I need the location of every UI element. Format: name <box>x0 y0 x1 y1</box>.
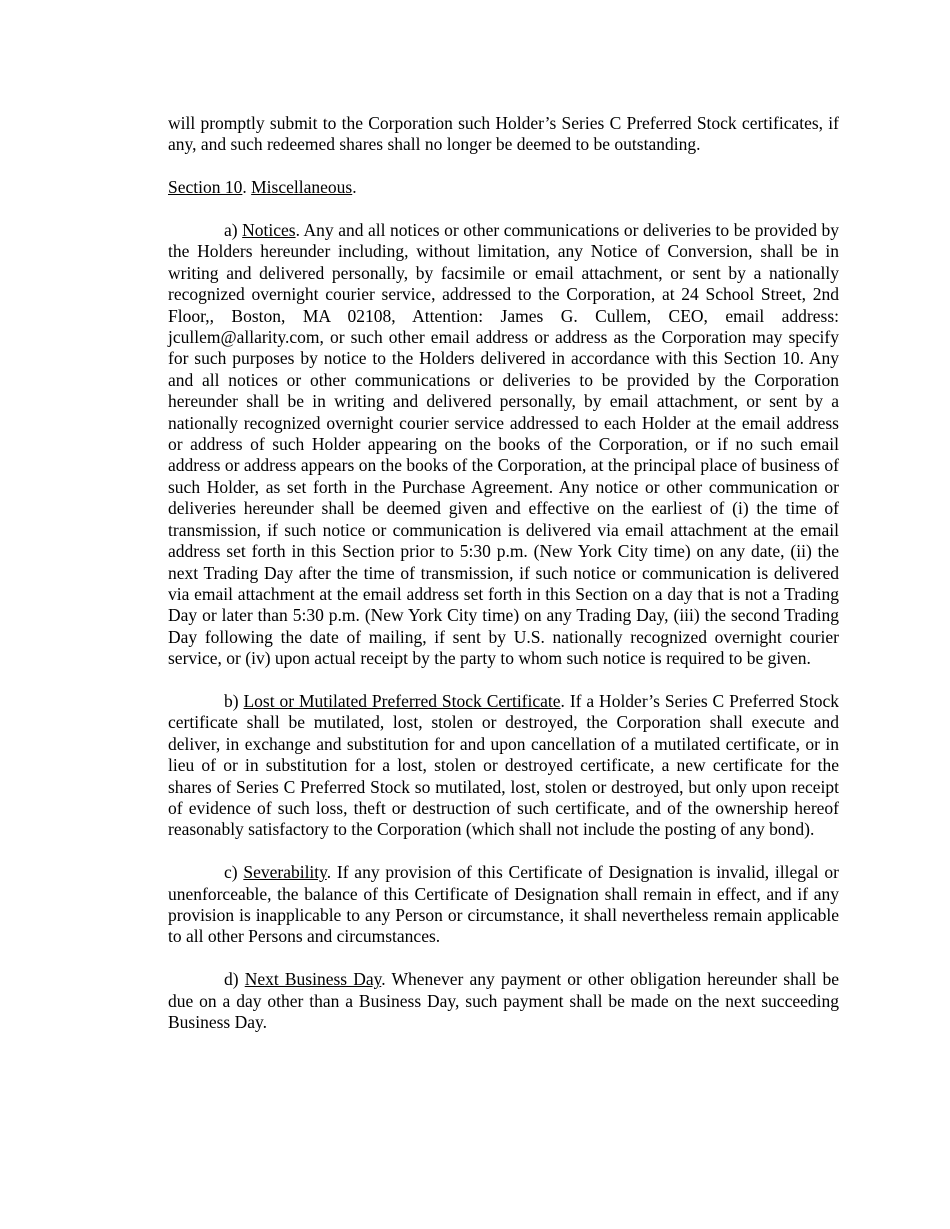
document-page <box>168 113 839 1033</box>
subsection-prefix: a) <box>224 220 243 240</box>
subsection-prefix: d) <box>224 969 245 990</box>
intro-paragraph <box>168 113 839 156</box>
section-heading: Section 10. Miscellaneous. <box>168 177 357 198</box>
subsection-prefix: b) <box>224 690 244 711</box>
subsection-prefix: c) <box>224 862 244 883</box>
section-title: Miscellaneous <box>251 177 353 198</box>
subsection-body: Any and all notices or other communications or deliveries to be provided by the Holders hereunder including, without limitation, any Notice of Conversion, shall be in writing and delivered personally, by facsimile or email attachment, or sent by a nationally recognized overnight courier service, addressed to the Corporation, at 24 School Street, 2nd Floor,, Boston, MA 02108, Attention: James G. Cullem, CEO, email address: jcullem@allarity.com, or such other email address or address as the Corporation may specify for such purposes by notice to the Holders delivered in accordance with this Section 10. Any and all notices or other communications or deliveries to be provided by the Corporation hereunder shall be in writing and delivered personally, by email attachment, or sent by a nationally recognized overnight courier service addressed to each Holder at the email address or address of such Holder appearing on the books of the Corporation, or if no such email address or address appears on the books of the Corporation, at the principal place of business of such Holder, as set forth in the Purchase Agreement. Any notice or other communication or deliveries hereunder shall be deemed given and effective on the earliest of (i) the time of transmission, if such notice or communication is delivered via email attachment at the email address set forth in this Section prior to 5:30 p.m. (New York City time) on any date, (ii) the next Trading Day after the time of transmission, if such notice or communication is delivered via email attachment at the email address set forth in this Section on a day that is not a Trading Day or later than 5:30 p.m. (New York City time) on any Trading Day, (iii) the second Trading Day following the date of mailing, if sent by U.S. nationally recognized overnight courier service, or (iv) upon actual receipt by the party to whom such notice is required to be given. <box>168 220 839 669</box>
subsection-notices: a) Notices. Any and all notices or other communications or deliveries to be provided by the Holders hereunder including, without limitation, any Notice of Conversion, shall be in writing and delivered personally, by facsimile or email attachment, or sent by a nationally recognized overnight courier service, addressed to the Corporation, at 24 School Street, 2nd Floor,, Boston, MA 02108, Attention: James G. Cullem, CEO, email address: jcullem@allarity.com, or such other email address or address as the Corporation may specify for such purposes by notice to the Holders delivered in accordance with this Section 10. Any and all notices or other communications or deliveries to be provided by the Corporation hereunder shall be in writing and delivered personally, by email attachment, or sent by a nationally recognized overnight courier service addressed to each Holder at the email address or address of such Holder appearing on the books of the Corporation, or if no such email address or address appears on the books of the Corporation, at the principal place of business of such Holder, as set forth in the Purchase Agreement. Any notice or other communication or deliveries hereunder shall be deemed given and effective on the earliest of (i) the time of transmission, if such notice or communication is delivered via email attachment at the email address set forth in this Section prior to 5:30 p.m. (New York City time) on any date, (ii) the next Trading Day after the time of transmission, if such notice or communication is delivered via email attachment at the email address set forth in this Section on a day that is not a Trading Day or later than 5:30 p.m. (New York City time) on any Trading Day, (iii) the second Trading Day following the date of mailing, if sent by U.S. nationally recognized overnight courier service, or (iv) upon actual receipt by the party to whom such notice is required to be given. <box>168 220 839 669</box>
subsection-body: If any provision of this Certificate of Designation is invalid, illegal or unenforceable, the balance of this Certificate of Designation shall remain in effect, and if any provision is inapplicable to any Person or circumstance, it shall nevertheless remain applicable to all other Persons and circumstances. <box>168 862 839 947</box>
subsection-title: Severability <box>243 862 327 883</box>
subsection-next-business-day: d) Next Business Day. Whenever any payment or other obligation hereunder shall be due on a day other than a Business Day, such payment shall be made on the next succeeding Business Day. <box>168 969 840 1032</box>
subsection-title: Lost or Mutilated Preferred Stock Certificate <box>243 690 561 711</box>
subsection-body: Whenever any payment or other obligation hereunder shall be due on a day other than a Business Day, such payment shall be made on the next succeeding Business Day. <box>168 969 840 1032</box>
section-number: Section 10 <box>168 177 243 198</box>
subsection-body: If a Holder’s Series C Preferred Stock certificate shall be mutilated, lost, stolen or destroyed, the Corporation shall execute and deliver, in exchange and substitution for and upon cancellation of a mutilated certificate, or in lieu of or in substitution for a lost, stolen or destroyed certificate, a new certificate for the shares of Series C Preferred Stock so mutilated, lost, stolen or destroyed, but only upon receipt of evidence of such loss, theft or destruction of such certificate, and of the ownership hereof reasonably satisfactory to the Corporation (which shall not include the posting of any bond). <box>168 690 839 840</box>
subsection-severability: c) Severability. If any provision of this Certificate of Designation is invalid, illegal or unenforceable, the balance of this Certificate of Designation shall remain in effect, and if any provision is inapplicable to any Person or circumstance, it shall nevertheless remain applicable to all other Persons and circumstances. <box>168 862 839 947</box>
intro-text: will promptly submit to the Corporation such Holder’s Series C Preferred Stock certificates, if any, and such redeemed shares shall no longer be deemed to be outstanding. <box>168 113 839 155</box>
subsection-title: Notices <box>242 220 296 240</box>
subsection-lost-certificate: b) Lost or Mutilated Preferred Stock Certificate. If a Holder’s Series C Preferred Stock certificate shall be mutilated, lost, stolen or destroyed, the Corporation shall execute and deliver, in exchange and substitution for and upon cancellation of a mutilated certificate, or in lieu of or in substitution for a lost, stolen or destroyed certificate, a new certificate for the shares of Series C Preferred Stock so mutilated, lost, stolen or destroyed, but only upon receipt of evidence of such loss, theft or destruction of such certificate, and of the ownership hereof reasonably satisfactory to the Corporation (which shall not include the posting of any bond). <box>168 690 839 840</box>
subsection-title: Next Business Day <box>244 969 382 990</box>
